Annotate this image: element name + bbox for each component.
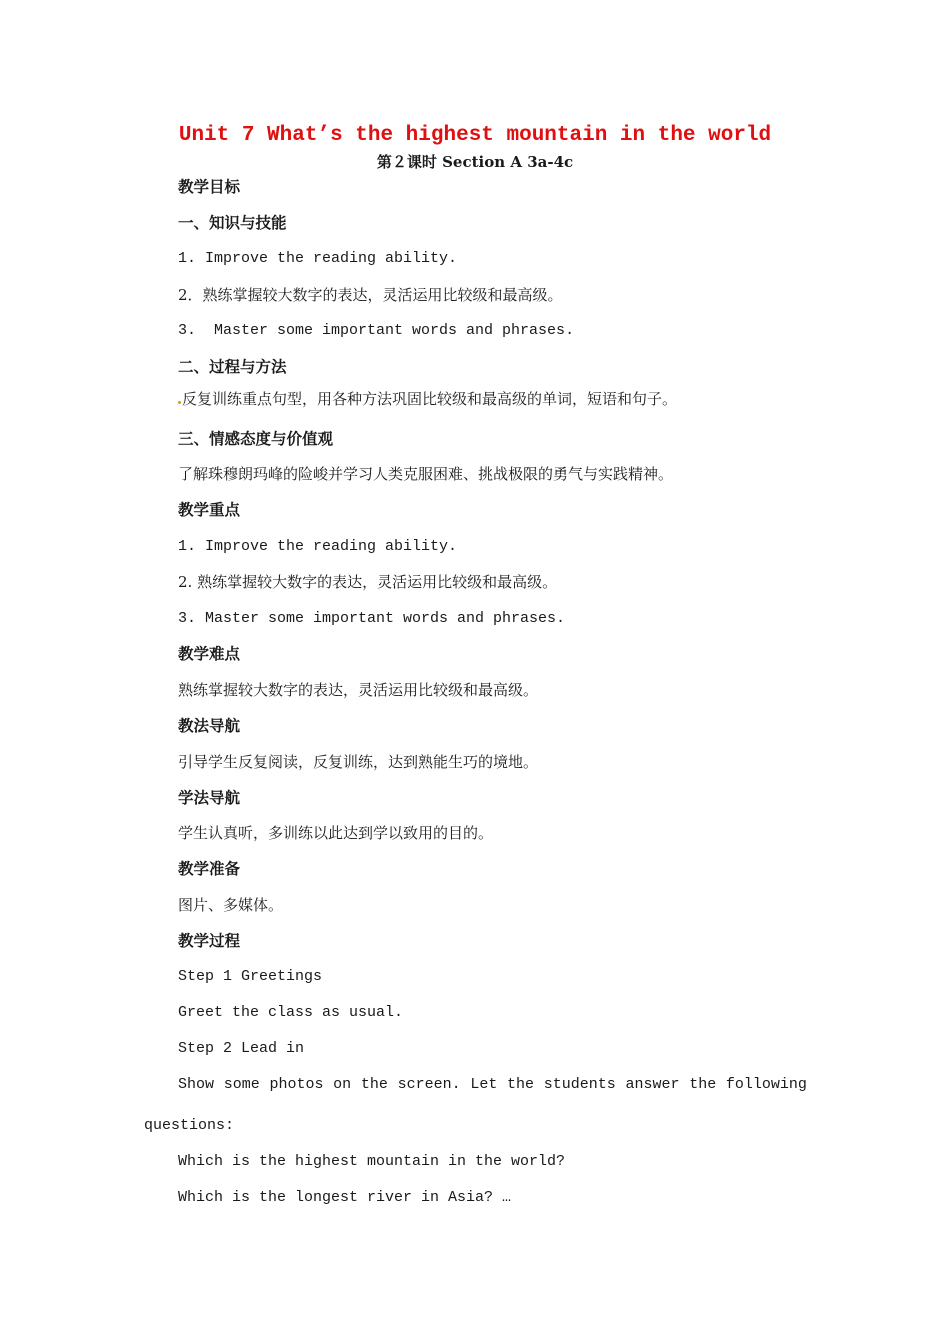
key-points-heading: 教学重点 [178,500,241,519]
step-2-word: the [507,1076,535,1093]
step-2-word: some [223,1076,260,1093]
step-2-word: answer [625,1076,680,1093]
key-point-3: 3. Master some important words and phrases. [178,610,566,627]
document-title: Unit 7 What’s the highest mountain in the world [178,124,772,147]
knowledge-item-2: 2．熟练掌握较大数字的表达，灵活运用比较级和最高级。 [178,286,563,304]
teaching-method-text: 引导学生反复阅读，反复训练，达到熟能生巧的境地。 [178,753,539,771]
key-point-2: 2. 熟练掌握较大数字的表达，灵活运用比较级和最高级。 [178,573,558,591]
step-2-word: students [543,1076,616,1093]
step-2-title: Step 2 Lead in [178,1040,305,1057]
knowledge-item-1: 1. Improve the reading ability. [178,250,458,267]
difficulties-heading: 教学难点 [178,644,241,663]
preparation-text: 图片、多媒体。 [178,896,284,914]
step-2-word: Let [470,1076,498,1093]
process-heading: 二、过程与方法 [178,357,287,376]
difficulties-text: 熟练掌握较大数字的表达，灵活运用比较级和最高级。 [178,681,539,699]
step-2-word: Show [178,1076,215,1093]
step-2-word: on [333,1076,352,1093]
step-1-title: Step 1 Greetings [178,968,323,985]
step-2-word: the [360,1076,388,1093]
step-2-word: screen. [397,1076,461,1093]
step-2-text-line [178,1075,807,1095]
teaching-method-heading: 教法导航 [178,716,241,735]
question-2: Which is the longest river in Asia? … [178,1189,512,1206]
process-paragraph [178,389,677,409]
process-text: 反复训练重点句型，用各种方法巩固比较级和最高级的单词，短语和句子。 [182,390,678,408]
knowledge-item-3: 3. Master some important words and phrases. [178,322,575,339]
step-2-text-continued: questions: [144,1117,235,1134]
values-text: 了解珠穆朗玛峰的险峻并学习人类克服困难、挑战极限的勇气与实践精神。 [178,465,674,483]
values-heading: 三、情感态度与价值观 [178,429,334,448]
objectives-heading: 教学目标 [178,177,241,196]
learning-method-heading: 学法导航 [178,788,241,807]
knowledge-heading: 一、知识与技能 [178,213,287,232]
document-subtitle: 第２课时 Section A 3a-4c [376,153,574,171]
procedure-heading: 教学过程 [178,931,241,950]
anchor-mark [178,401,181,404]
key-point-1: 1. Improve the reading ability. [178,538,458,555]
step-2-word: following [725,1076,807,1093]
step-1-text: Greet the class as usual. [178,1004,404,1021]
question-1: Which is the highest mountain in the world? [178,1153,566,1170]
learning-method-text: 学生认真听，多训练以此达到学以致用的目的。 [178,824,494,842]
preparation-heading: 教学准备 [178,859,241,878]
step-2-word: photos [269,1076,324,1093]
step-2-word: the [689,1076,717,1093]
